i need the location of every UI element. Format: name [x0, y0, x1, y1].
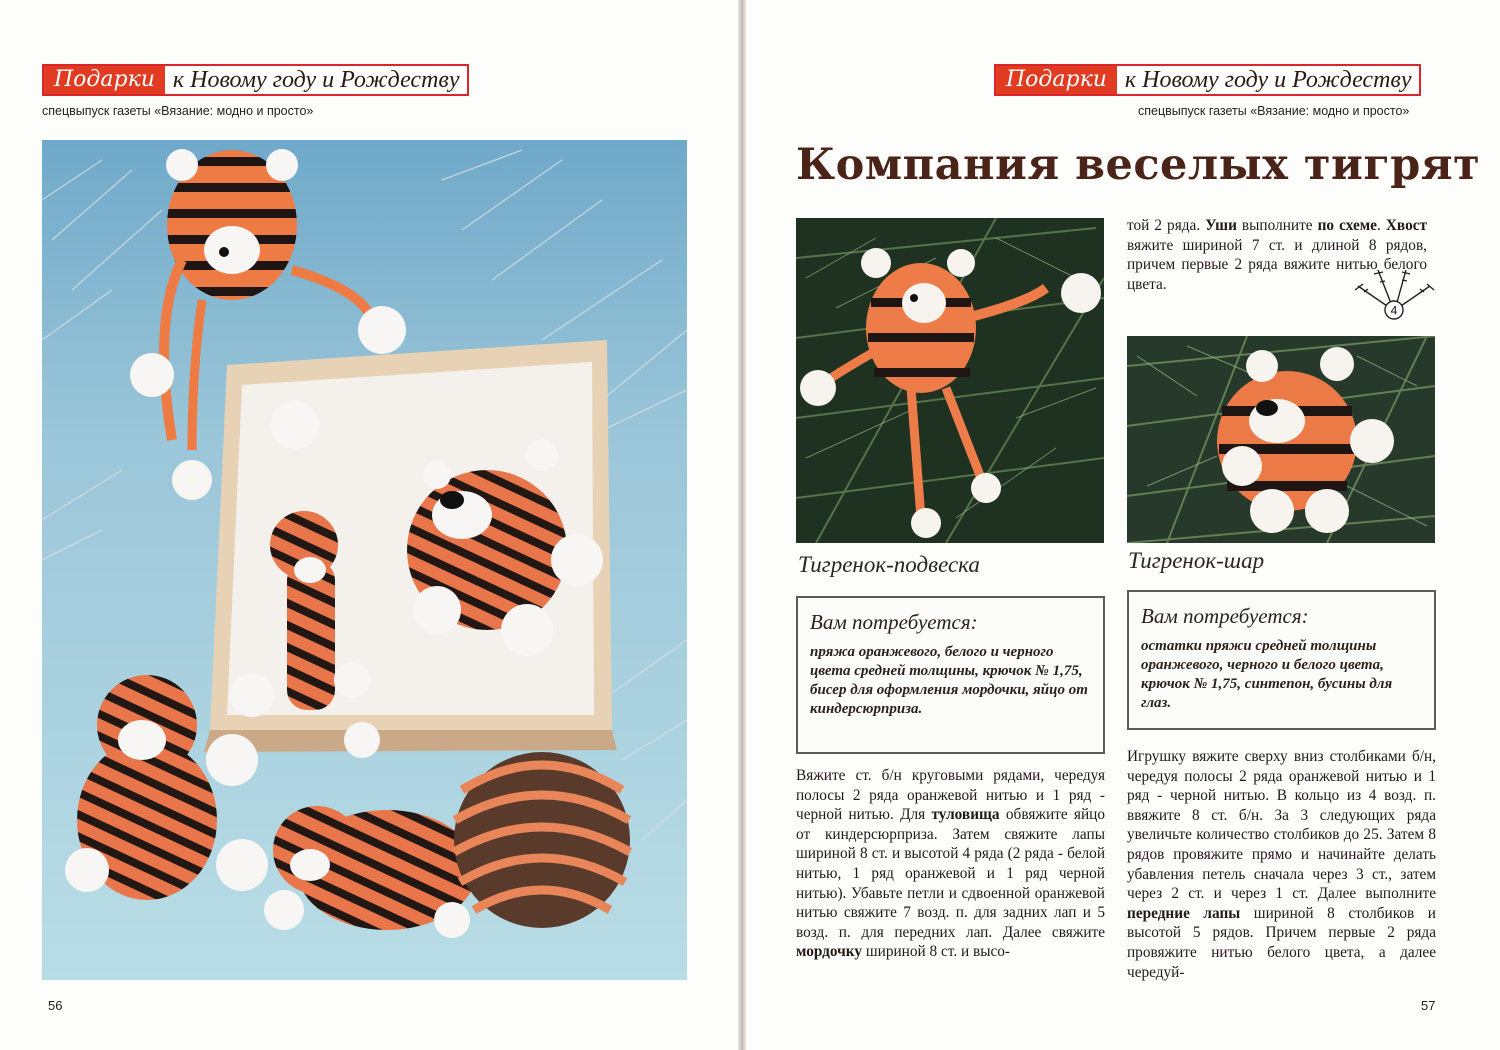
caption-ball: Тигренок-шар [1128, 548, 1265, 573]
article-title: Компания веселых тигрят [796, 140, 1481, 190]
instr-bold-2: мордочку [796, 943, 863, 961]
main-photo [42, 140, 687, 980]
ball-text-1: Игрушку вяжите сверху вниз столбиками б/н, чередуя полосы 2 ряда оранжевой нитью и 1 ряд - черной нитью. В кольцо из 4 возд. п. ввяжите 8 ст. б/н. За 3 следующих ряда увеличьте количество столбиков до 25. Затем 8 рядов провяжите прямо и начинайте делать убавления петель сначала через 3 ст., затем через 2 ст. и через 1 ст. Далее выполните [1127, 748, 1436, 903]
tiger-ball-photo [1127, 336, 1435, 543]
instr-text-3: шириной 8 ст. и высо- [862, 943, 1011, 961]
materials-list: пряжа оранжевого, белого и черного цвета средней толщины, крючок № 1,75, бисер для оформления мордочки, яйцо от киндерсюрприза. [810, 644, 1088, 717]
instr-text-2: обвяжите яйцо от киндерсюрприза. Затем свяжите лапы шириной 8 ст. и высотой 4 ряда (2 ряда - белой нитью, 1 ряд оранжевой и 1 ряд черной нитью). Убавьте петли и сдвоенной оранжевой нитью свяжите 7 возд. п. для задних лап и 5 возд. п. для передних лап. Далее свяжите [796, 806, 1105, 941]
header-tag: Подарки [44, 66, 165, 94]
instr-bold-1: туловища [931, 806, 1000, 824]
materials-title-ball: Вам потребуется: [1141, 604, 1309, 628]
instr-text-1: Вяжите ст. б/н круговыми рядами, чередуя полосы 2 ряда оранжевой нитью и 1 ряд - черной нитью. Для [796, 767, 1105, 824]
instructions-ball [1127, 747, 1436, 982]
materials-list-ball: остатки пряжи средней толщины оранжевого, черного и белого цвета, крючок № 1,75, синтепон, бусины для глаз. [1141, 638, 1393, 711]
top-text-3: . [1376, 217, 1386, 234]
page-number-right: 57 [1421, 998, 1436, 1013]
crochet-scheme-icon [1350, 262, 1435, 322]
top-text-4: вяжите шириной 7 ст. и длиной 8 рядов, причем первые 2 ряда вяжите нитью белого цвета. [1127, 236, 1427, 293]
materials-box-pendant [796, 596, 1105, 754]
page-header [42, 64, 469, 96]
header-subline-right: спецвыпуск газеты «Вязание: модно и просто» [1138, 104, 1410, 118]
ball-text-2: шириной 8 столбиков и высотой 5 рядов. Причем первые 2 ряда провяжите нитью белого цвета, а далее чередуй- [1127, 904, 1436, 981]
left-page [0, 0, 740, 1050]
top-text-1: той 2 ряда. [1127, 217, 1206, 234]
top-text-2: выполните [1236, 217, 1318, 234]
materials-box-ball [1127, 590, 1436, 730]
top-bold-ears: Уши [1205, 217, 1237, 234]
header-tag-right: Подарки [996, 66, 1117, 94]
top-bold-tail: Хвост [1385, 217, 1428, 234]
header-subline: спецвыпуск газеты «Вязание: модно и просто» [42, 104, 314, 118]
header-title: к Новому году и Рождеству [172, 67, 460, 93]
tiger-pendant-photo [796, 218, 1104, 543]
page-header-right [994, 64, 1421, 96]
ball-bold-1: передние лапы [1127, 904, 1241, 922]
instructions-pendant [796, 766, 1105, 962]
page-number-left: 56 [48, 998, 63, 1013]
caption-pendant: Тигренок-подвеска [798, 552, 980, 577]
header-title-right: к Новому году и Рождеству [1124, 67, 1412, 93]
materials-title: Вам потребуется: [810, 610, 978, 634]
scheme-number: 4 [1390, 303, 1398, 318]
top-bold-scheme: по схеме [1317, 217, 1377, 234]
